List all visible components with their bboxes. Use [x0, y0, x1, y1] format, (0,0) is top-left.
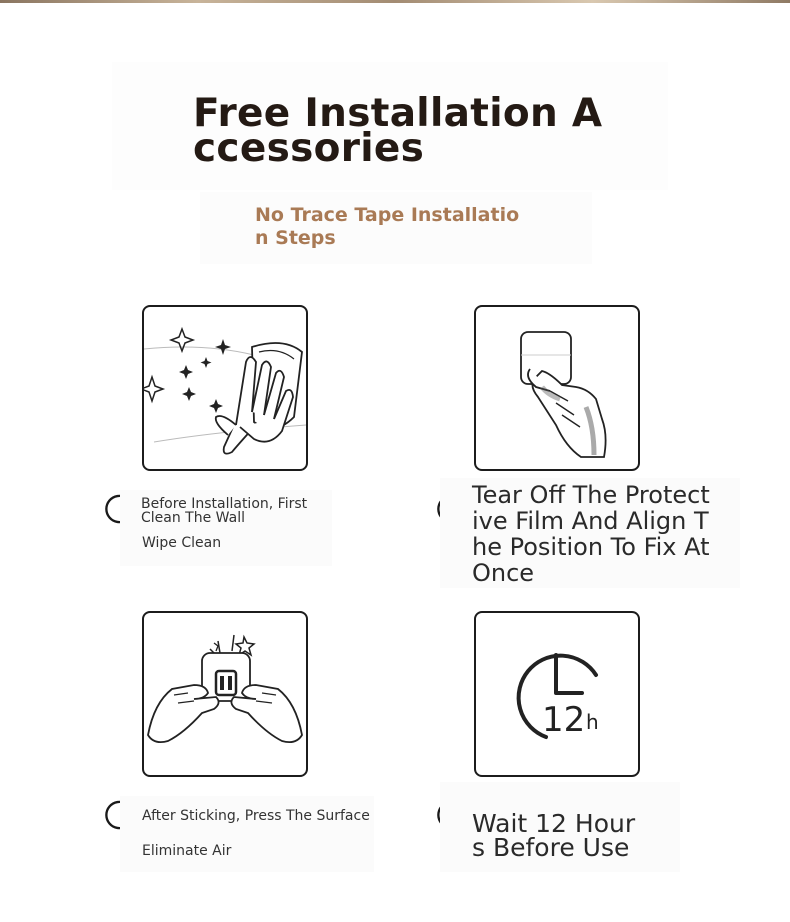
clock-unit: h	[586, 710, 599, 734]
page-subtitle: No Trace Tape Installatio n Steps	[255, 204, 520, 249]
step-2-image	[474, 305, 640, 471]
peel-film-icon	[476, 307, 638, 469]
clock-number: 12	[542, 700, 586, 740]
hand-wiping-wall-icon	[144, 307, 306, 469]
page-title: Free Installation A ccessories	[193, 91, 603, 171]
step-3-image	[142, 611, 308, 777]
clock-12h-icon	[476, 613, 638, 775]
step-4-title: Wait 12 Hour s Before Use	[472, 809, 636, 862]
step-3-title: After Sticking, Press The Surface	[142, 808, 370, 824]
step-1-image	[142, 305, 308, 471]
step-1-detail: Wipe Clean	[142, 535, 222, 551]
decorative-top-strip	[0, 0, 790, 3]
step-1-title: Before Installation, First Clean The Wall	[141, 496, 308, 526]
step-3-detail: Eliminate Air	[142, 843, 232, 859]
press-hook-icon	[144, 613, 306, 775]
step-2-title: Tear Off The Protect ive Film And Align T he Position To Fix At Once	[472, 481, 710, 587]
step-4-image	[474, 611, 640, 777]
